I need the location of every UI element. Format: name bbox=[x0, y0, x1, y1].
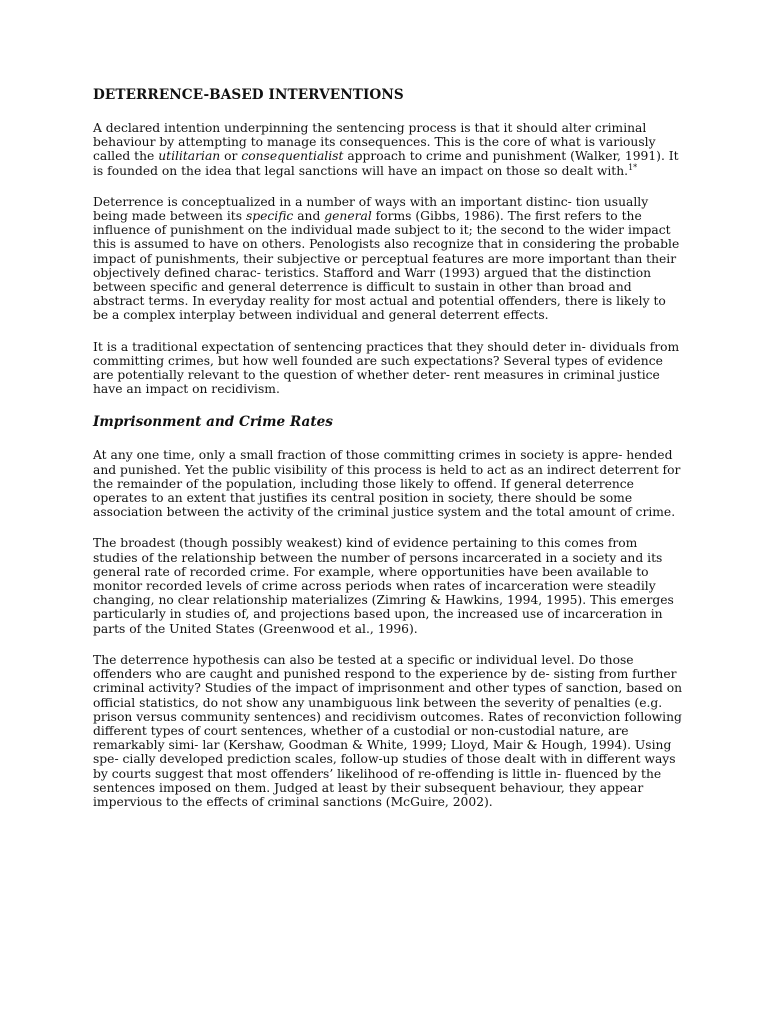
document-page bbox=[93, 86, 683, 826]
paragraph-3: It is a traditional expectation of sentencing practices that they should deter in- dividuals from committing crimes, but how well founded are such expectations? Several types of evidence are potentially relevant to the question of whether deter- rent measures in criminal justice have an impact on recidivism. bbox=[93, 339, 680, 397]
paragraph-5: The broadest (though possibly weakest) kind of evidence pertaining to this comes from studies of the relationship between the number of persons incarcerated in a society and its general rate of recorded crime. For example, where opportunities have been available to monitor recorded levels of crime across periods when rates of incarceration were steadily changing, no clear relationship materializes (Zimring & Hawkins, 1994, 1995). This emerges particularly in studies of, and projections based upon, the increased use of incarceration in parts of the United States (Greenwood et al., 1996). bbox=[93, 536, 674, 636]
paragraph-2-text-a: Deterrence is conceptualized in a number of ways with an important distinc- tion usually being made between its bbox=[93, 194, 649, 224]
paragraph-1-text-c: approach to crime and punishment (Walker, 1991). It is founded on the idea that legal sanctions will have an impact on those so dealt with. bbox=[93, 149, 679, 178]
paragraph-1-text-b: or bbox=[220, 149, 242, 164]
section-heading: DETERRENCE-BASED INTERVENTIONS bbox=[93, 87, 404, 103]
term-general: general bbox=[324, 209, 372, 224]
paragraph-6: The deterrence hypothesis can also be tested at a specific or individual level. Do those offenders who are caught and punished respond to the experience by de- sisting from further criminal activity? Studies of the impact of imprisonment and other types of sanction, based on official statistics, do not show any unambiguous link between the severity of penalties (e.g. prison versus community sentences) and recidivism outcomes. Rates of reconviction following different types of court sentences, whether of a custodial or non-custodial nature, are remarkably simi- lar (Kershaw, Goodman & White, 1999; Lloyd, Mair & Hough, 1994). Using spe- cially developed prediction scales, follow-up studies of those dealt with in different ways by courts suggest that most offenders’ likelihood of re-offending is little in- fluenced by the sentences imposed on them. Judged at least by their subsequent behaviour, they appear impervious to the effects of criminal sanctions (McGuire, 2002). bbox=[93, 652, 683, 809]
paragraph-2 bbox=[93, 195, 683, 323]
paragraph-1 bbox=[93, 121, 683, 178]
paragraph-2-text-b: and bbox=[293, 209, 325, 224]
term-consequentialist: consequentialist bbox=[241, 149, 344, 164]
paragraph-2-text-c: forms (Gibbs, 1986). The first refers to the influence of punishment on the individual made subject to it; the second to the wider impact this is assumed to have on others. Penologists also recognize that in considering the probable impact of punishments, their subjective or perceptual features are more important than their objectively defined charac- teristics. Stafford and Warr (1993) argued that the distinction between specific and general deterrence is difficult to sustain in other than broad and abstract terms. In everyday reality for most actual and potential offenders, there is likely to be a complex interplay between individual and general deterrent effects. bbox=[93, 209, 680, 323]
term-specific: specific bbox=[245, 209, 294, 224]
subsection-heading: Imprisonment and Crime Rates bbox=[93, 414, 333, 431]
paragraph-1-text-a: A declared intention underpinning the sentencing process is that it should alter criminal behaviour by attempting to manage its consequences. This is the core of what is variously called the bbox=[93, 121, 656, 164]
term-utilitarian: utilitarian bbox=[158, 149, 221, 164]
paragraph-4: At any one time, only a small fraction of those committing crimes in society is appre- hended and punished. Yet the public visibility of this process is held to act as an indirect deterrent for the remainder of the population, including those likely to offend. If general deterrence operates to an extent that justifies its central position in society, there should be some association between the activity of the criminal justice system and the total amount of crime. bbox=[93, 448, 681, 520]
footnote-marker: 1* bbox=[628, 162, 638, 172]
